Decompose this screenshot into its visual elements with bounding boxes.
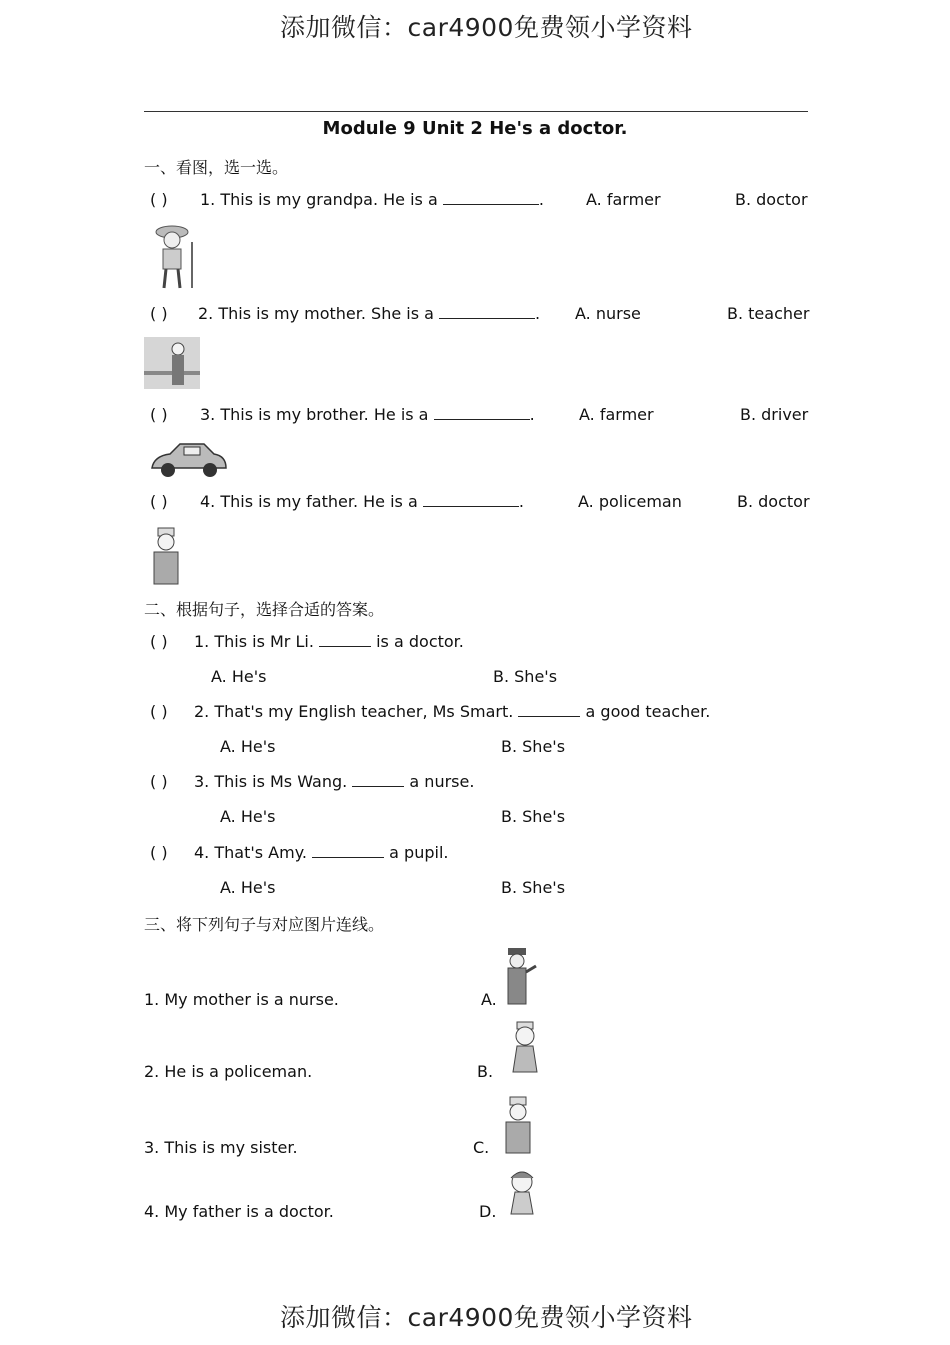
answer-blank[interactable]: [439, 304, 535, 319]
section1-heading: 一、看图，选一选。: [144, 158, 289, 177]
option-b[interactable]: B. doctor: [735, 190, 808, 209]
match-letter[interactable]: C.: [473, 1138, 490, 1157]
answer-blank[interactable]: [518, 702, 580, 717]
option-a[interactable]: A. He's: [220, 878, 276, 897]
question-row: 3. This is Ms Wang. a nurse.: [194, 772, 475, 791]
answer-paren[interactable]: ( ): [150, 702, 168, 721]
option-a[interactable]: A. policeman: [578, 492, 682, 511]
option-b[interactable]: B. teacher: [727, 304, 810, 323]
farmer-grandpa-image: [150, 222, 200, 292]
question-row: 3. This is my brother. He is a .: [200, 405, 535, 424]
option-b[interactable]: B. She's: [501, 737, 566, 756]
match-sentence[interactable]: 1. My mother is a nurse.: [144, 990, 339, 1009]
question-text: 3. This is my brother. He is a: [200, 405, 429, 424]
teacher-mother-image: [144, 337, 200, 389]
match-letter[interactable]: B.: [477, 1062, 494, 1081]
answer-blank[interactable]: [434, 405, 530, 420]
match-letter[interactable]: A.: [481, 990, 497, 1009]
option-a[interactable]: A. He's: [211, 667, 267, 686]
header-rule: [144, 111, 808, 112]
match-sentence[interactable]: 4. My father is a doctor.: [144, 1202, 334, 1221]
section3-heading: 三、将下列句子与对应图片连线。: [144, 915, 385, 934]
answer-blank[interactable]: [352, 772, 404, 787]
question-row: 4. This is my father. He is a .: [200, 492, 524, 511]
answer-blank[interactable]: [319, 632, 371, 647]
nurse-image[interactable]: [505, 1020, 543, 1074]
option-a[interactable]: A. farmer: [579, 405, 654, 424]
section2-heading: 二、根据句子，选择合适的答案。: [144, 600, 385, 619]
girl-sister-image[interactable]: [503, 1168, 541, 1216]
question-row: 1. This is Mr Li. is a doctor.: [194, 632, 464, 651]
answer-paren[interactable]: ( ): [150, 632, 168, 651]
option-b[interactable]: B. She's: [501, 878, 566, 897]
car-image: [146, 440, 230, 480]
question-row: 4. That's Amy. a pupil.: [194, 843, 449, 862]
option-a[interactable]: A. nurse: [575, 304, 641, 323]
option-a[interactable]: A. He's: [220, 737, 276, 756]
answer-paren[interactable]: ( ): [150, 190, 168, 209]
match-sentence[interactable]: 3. This is my sister.: [144, 1138, 298, 1157]
question-row: 1. This is my grandpa. He is a .: [200, 190, 544, 209]
option-b[interactable]: B. She's: [501, 807, 566, 826]
answer-blank[interactable]: [443, 190, 539, 205]
question-text: 1. This is my grandpa. He is a: [200, 190, 438, 209]
policeman-image[interactable]: [500, 946, 538, 1006]
banner-top: 添加微信：car4900免费领小学资料: [280, 13, 693, 42]
question-row: 2. That's my English teacher, Ms Smart. a good teacher.: [194, 702, 711, 721]
answer-paren[interactable]: ( ): [150, 304, 168, 323]
question-text: 2. This is my mother. She is a: [198, 304, 434, 323]
question-row: 2. This is my mother. She is a .: [198, 304, 541, 323]
option-b[interactable]: B. doctor: [737, 492, 810, 511]
answer-paren[interactable]: ( ): [150, 492, 168, 511]
option-a[interactable]: A. He's: [220, 807, 276, 826]
page-title: Module 9 Unit 2 He's a doctor.: [322, 118, 628, 139]
answer-blank[interactable]: [312, 843, 384, 858]
match-letter[interactable]: D.: [479, 1202, 497, 1221]
banner-bottom: 添加微信：car4900免费领小学资料: [280, 1303, 693, 1332]
option-a[interactable]: A. farmer: [586, 190, 661, 209]
answer-paren[interactable]: ( ): [150, 405, 168, 424]
match-sentence[interactable]: 2. He is a policeman.: [144, 1062, 313, 1081]
answer-paren[interactable]: ( ): [150, 843, 168, 862]
doctor-image[interactable]: [500, 1095, 536, 1155]
option-b[interactable]: B. She's: [493, 667, 558, 686]
answer-blank[interactable]: [423, 492, 519, 507]
option-b[interactable]: B. driver: [740, 405, 809, 424]
question-text: 4. This is my father. He is a: [200, 492, 418, 511]
doctor-father-image: [148, 526, 184, 586]
answer-paren[interactable]: ( ): [150, 772, 168, 791]
